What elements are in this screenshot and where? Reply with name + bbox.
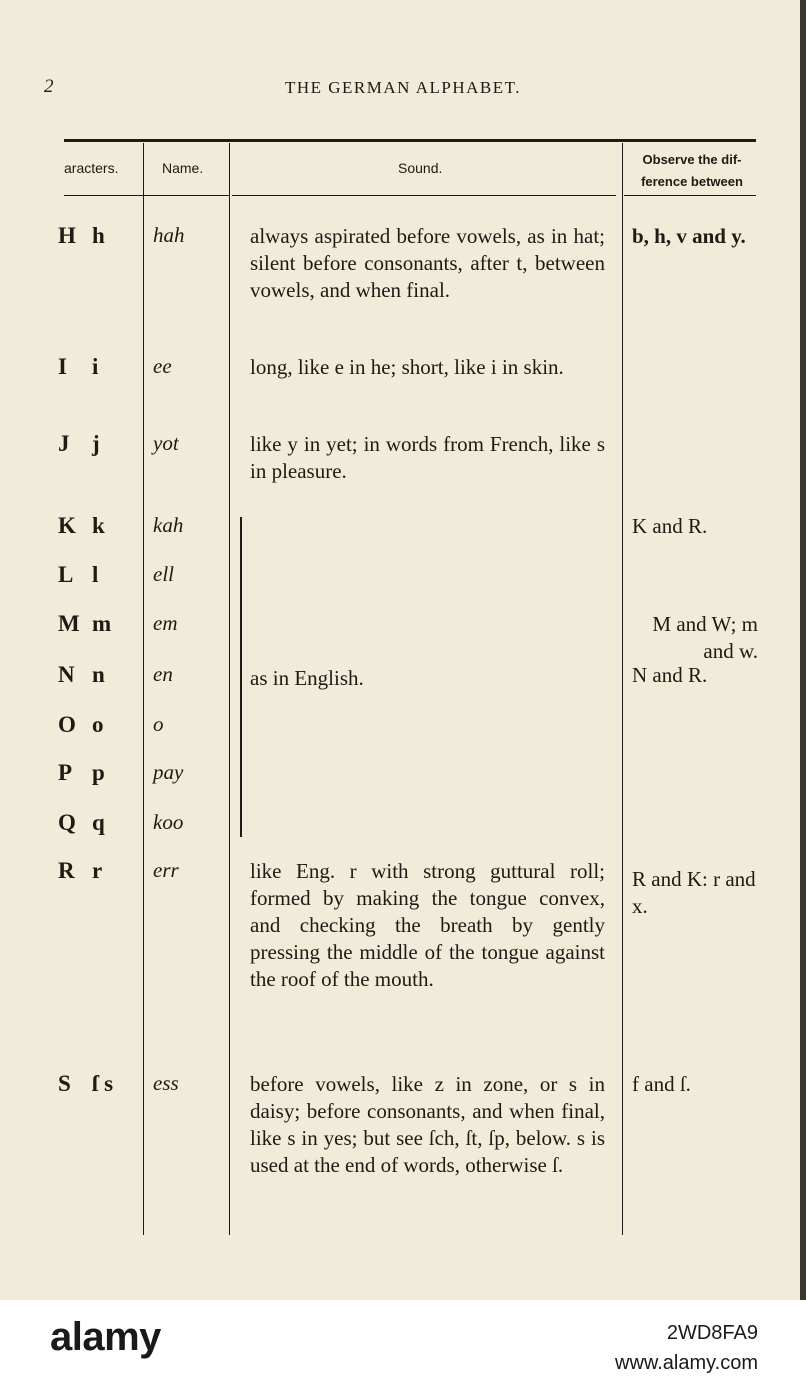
brand-logo: alamy xyxy=(50,1315,161,1359)
image-id-block xyxy=(615,1318,758,1378)
letter-pair xyxy=(58,858,144,884)
letter-pair xyxy=(58,354,144,380)
lowercase-letter: q xyxy=(92,810,105,835)
letter-name: hah xyxy=(153,223,185,247)
letter-sound: like y in yet; in words from French, like s in pleasure. xyxy=(250,432,605,483)
observe-note: b, h, v and y. xyxy=(632,224,746,248)
uppercase-letter: Q xyxy=(58,810,76,835)
lowercase-letter: k xyxy=(92,513,105,538)
letter-pair xyxy=(58,431,144,457)
lowercase-letter: p xyxy=(92,760,105,785)
header-name: Name. xyxy=(162,160,204,176)
image-id: 2WD8FA9 xyxy=(666,1322,758,1344)
lowercase-letter: m xyxy=(92,611,112,636)
table-top-rule xyxy=(64,139,756,142)
uppercase-letter: H xyxy=(58,223,76,248)
letter-pair xyxy=(58,513,144,539)
uppercase-letter: I xyxy=(58,354,67,379)
lowercase-letter: r xyxy=(92,858,103,883)
uppercase-letter: O xyxy=(58,712,76,737)
letter-name: kah xyxy=(153,513,184,537)
page-number: 2 xyxy=(44,76,54,97)
uppercase-letter: S xyxy=(58,1071,71,1096)
letter-pair xyxy=(58,662,144,688)
column-divider-3 xyxy=(622,143,623,1235)
letter-sound: like Eng. r with strong guttural roll; formed by making the tongue convex, and checking the breath by gently pressing the middle of the tongue against the roof of the mouth. xyxy=(250,859,605,991)
letter-name: ell xyxy=(153,562,174,586)
letter-pair xyxy=(58,223,144,249)
letter-pair xyxy=(58,1071,144,1097)
uppercase-letter: N xyxy=(58,662,75,687)
header-sound: Sound. xyxy=(398,160,443,176)
letter-sound: always aspirated before vowels, as in hat; silent before consonants, after t, between vowels, and when final. xyxy=(250,224,605,302)
letter-name: o xyxy=(153,712,164,736)
letter-name: pay xyxy=(153,760,184,784)
observe-note: f and ſ. xyxy=(632,1072,691,1096)
letter-pair xyxy=(58,562,144,588)
letter-name: yot xyxy=(153,431,179,455)
lowercase-letter: h xyxy=(92,223,105,248)
uppercase-letter: R xyxy=(58,858,75,883)
group-sound: as in English. xyxy=(250,666,364,690)
letter-pair xyxy=(58,611,144,637)
page-edge xyxy=(800,0,806,1300)
observe-note: R and K: r and x. xyxy=(632,867,756,918)
lowercase-letter: j xyxy=(92,431,100,456)
site-url: www.alamy.com xyxy=(615,1352,758,1374)
letter-name: ee xyxy=(153,354,172,378)
uppercase-letter: K xyxy=(58,513,76,538)
letter-name: en xyxy=(153,662,173,686)
letter-name: err xyxy=(153,858,179,882)
observe-note: N and R. xyxy=(632,663,708,687)
header-characters: aracters. xyxy=(64,160,119,176)
observe-note: M and W; m and w. xyxy=(652,612,758,663)
header-rule-left xyxy=(64,195,229,196)
uppercase-letter: J xyxy=(58,431,70,456)
header-rule-sound xyxy=(232,195,616,196)
uppercase-letter: M xyxy=(58,611,80,636)
header-observe: Observe the dif- ference between xyxy=(641,152,743,189)
column-divider-2 xyxy=(229,143,230,1235)
letter-pair xyxy=(58,760,144,786)
letter-name: koo xyxy=(153,810,184,834)
lowercase-letter: l xyxy=(92,562,99,587)
lowercase-letter: n xyxy=(92,662,105,687)
header-rule-observe xyxy=(624,195,756,196)
uppercase-letter: L xyxy=(58,562,74,587)
running-head: THE GERMAN ALPHABET. xyxy=(284,78,522,97)
observe-note: K and R. xyxy=(632,514,708,538)
letter-sound: before vowels, like z in zone, or s in daisy; before consonants, and when final, like s in yes; but see ſch, ſt, ſp, below. s is used at the end of words, otherwise ſ. xyxy=(250,1072,605,1177)
lowercase-letter: i xyxy=(92,354,99,379)
letter-name: em xyxy=(153,611,178,635)
letter-pair xyxy=(58,810,144,836)
uppercase-letter: P xyxy=(58,760,73,785)
letter-pair xyxy=(58,712,144,738)
grouping-brace xyxy=(240,517,247,837)
lowercase-letter: o xyxy=(92,712,104,737)
letter-name: ess xyxy=(153,1071,179,1095)
lowercase-letter: ſ s xyxy=(92,1071,114,1096)
letter-sound: long, like e in he; short, like i in skin. xyxy=(250,355,564,379)
